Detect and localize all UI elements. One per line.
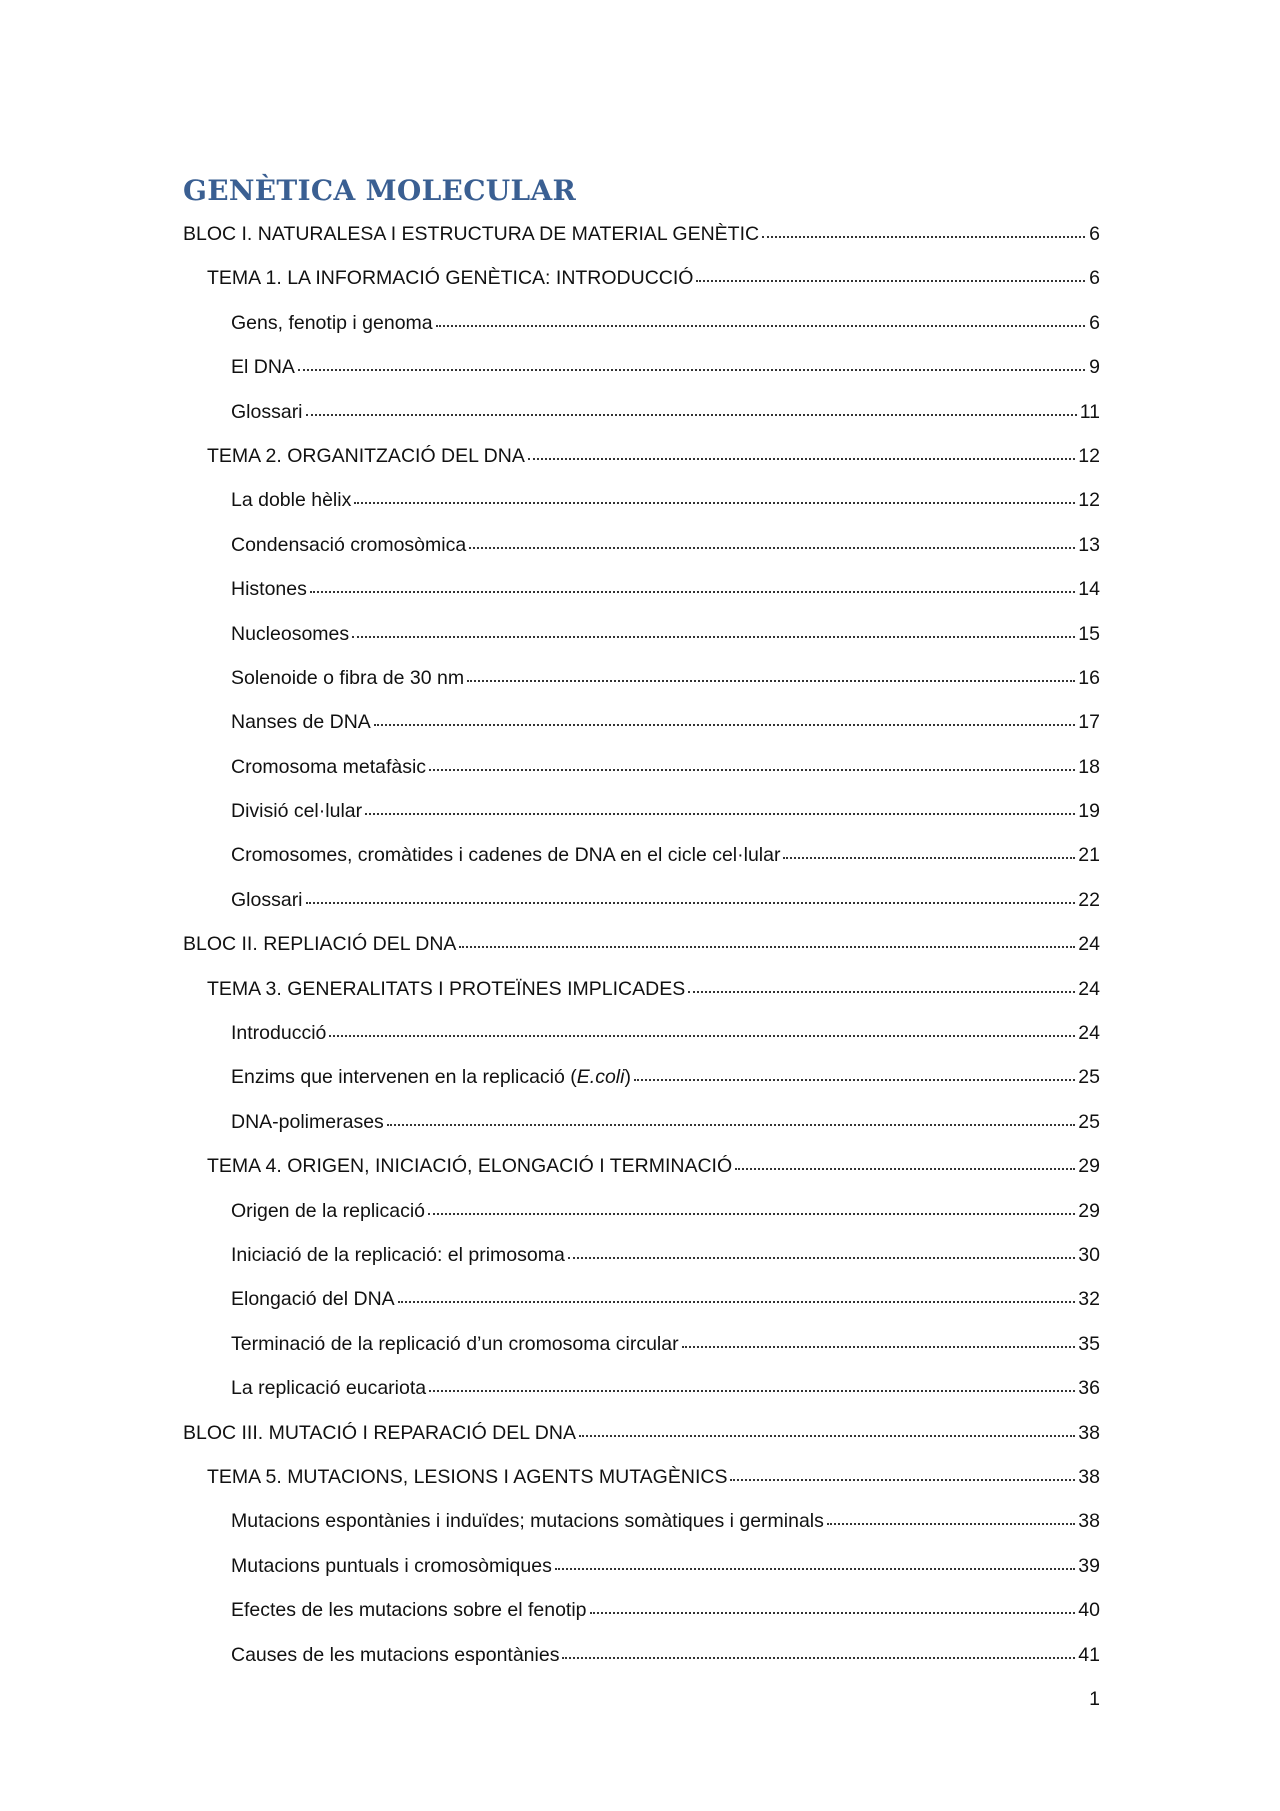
toc-entry-page: 24 bbox=[1078, 1022, 1100, 1045]
toc-entry-page: 25 bbox=[1078, 1066, 1100, 1089]
toc-entry-label: BLOC III. MUTACIÓ I REPARACIÓ DEL DNA bbox=[183, 1421, 576, 1444]
dot-leader bbox=[634, 1063, 1075, 1083]
toc-entry-label: Glossari bbox=[231, 888, 303, 911]
dot-leader bbox=[735, 1152, 1075, 1172]
toc-entry[interactable] bbox=[183, 1322, 1100, 1366]
toc-entry[interactable] bbox=[183, 1233, 1100, 1277]
toc-entry-label: TEMA 4. ORIGEN, INICIACIÓ, ELONGACIÓ I TERMINACIÓ bbox=[207, 1155, 733, 1178]
toc-entry-label: BLOC I. NATURALESA I ESTRUCTURA DE MATERIAL GENÈTIC bbox=[183, 223, 760, 245]
toc-entry-label: TEMA 2. ORGANITZACIÓ DEL DNA bbox=[207, 444, 525, 467]
dot-leader bbox=[568, 1241, 1075, 1261]
dot-leader bbox=[365, 797, 1075, 817]
toc-entry-page: 29 bbox=[1078, 1155, 1100, 1178]
toc-entry[interactable] bbox=[183, 656, 1100, 700]
dot-leader bbox=[827, 1507, 1075, 1527]
dot-leader bbox=[579, 1419, 1075, 1439]
toc-entry-page: 16 bbox=[1078, 666, 1100, 689]
toc-entry-label: Gens, fenotip i genoma bbox=[231, 311, 433, 334]
dot-leader bbox=[467, 664, 1075, 684]
dot-leader bbox=[682, 1330, 1076, 1350]
toc-entry-page: 38 bbox=[1078, 1465, 1100, 1488]
toc-entry[interactable] bbox=[183, 1633, 1100, 1677]
toc-entry[interactable] bbox=[183, 1499, 1100, 1543]
toc-entry-label: BLOC II. REPLIACIÓ DEL DNA bbox=[183, 933, 457, 956]
dot-leader bbox=[762, 220, 1085, 240]
toc-entry-label: Nanses de DNA bbox=[231, 711, 371, 734]
toc-entry-page: 24 bbox=[1078, 933, 1100, 956]
dot-leader bbox=[374, 708, 1075, 728]
dot-leader bbox=[387, 1108, 1076, 1128]
toc-entry[interactable] bbox=[183, 922, 1100, 966]
toc-entry-label: Terminació de la replicació d’un cromosoma circular bbox=[231, 1332, 679, 1355]
dot-leader bbox=[428, 1197, 1075, 1217]
document-title: GENÈTICA MOLECULAR bbox=[183, 174, 577, 207]
toc-entry[interactable] bbox=[183, 745, 1100, 789]
toc-entry-page: 24 bbox=[1078, 977, 1100, 1000]
toc-entry[interactable] bbox=[183, 212, 1100, 256]
toc-entry[interactable] bbox=[183, 789, 1100, 833]
toc-entry-label: Mutacions puntuals i cromosòmiques bbox=[231, 1554, 552, 1577]
toc-entry-page: 38 bbox=[1078, 1421, 1100, 1444]
toc-entry-page: 11 bbox=[1079, 400, 1100, 423]
dot-leader bbox=[688, 975, 1075, 995]
dot-leader bbox=[555, 1552, 1075, 1572]
toc-entry[interactable] bbox=[183, 1055, 1100, 1099]
toc-entry-page: 12 bbox=[1078, 489, 1100, 512]
toc-entry-label: La replicació eucariota bbox=[231, 1377, 427, 1400]
toc-entry-page: 38 bbox=[1078, 1510, 1100, 1533]
toc-entry-page: 35 bbox=[1078, 1332, 1100, 1355]
toc-entry-label: Nucleosomes bbox=[231, 622, 350, 645]
dot-leader bbox=[354, 486, 1075, 506]
toc-entry-label: Origen de la replicació bbox=[231, 1199, 426, 1222]
page-number: 1 bbox=[1089, 1688, 1100, 1710]
toc-entry[interactable] bbox=[183, 1189, 1100, 1233]
toc-entry-page: 6 bbox=[1089, 223, 1100, 245]
toc-entry-label: Mutacions espontànies i induïdes; mutacions somàtiques i germinals bbox=[231, 1510, 824, 1533]
toc-entry[interactable] bbox=[183, 967, 1100, 1011]
toc-entry-label: Cromosoma metafàsic bbox=[231, 755, 427, 778]
toc-entry-label: Introducció bbox=[231, 1022, 327, 1045]
toc-entry[interactable] bbox=[183, 434, 1100, 478]
toc-entry[interactable] bbox=[183, 833, 1100, 877]
toc-entry-page: 15 bbox=[1078, 622, 1100, 645]
toc-entry-label: El DNA bbox=[231, 356, 295, 379]
dot-leader bbox=[459, 930, 1075, 950]
dot-leader bbox=[436, 309, 1085, 329]
toc-entry[interactable] bbox=[183, 523, 1100, 567]
toc-entry[interactable] bbox=[183, 878, 1100, 922]
toc-entry-label: TEMA 5. MUTACIONS, LESIONS I AGENTS MUTAGÈNICS bbox=[207, 1465, 728, 1488]
toc-entry-page: 12 bbox=[1078, 444, 1100, 467]
toc-entry-label: Cromosomes, cromàtides i cadenes de DNA en el cicle cel·lular bbox=[231, 844, 781, 867]
toc-entry-page: 41 bbox=[1078, 1643, 1100, 1666]
toc-entry[interactable] bbox=[183, 612, 1100, 656]
toc-entry-label: Elongació del DNA bbox=[231, 1288, 395, 1311]
toc-entry-page: 29 bbox=[1078, 1199, 1100, 1222]
dot-leader bbox=[298, 353, 1085, 373]
toc-entry-label: Condensació cromosòmica bbox=[231, 533, 467, 556]
toc-entry[interactable] bbox=[183, 1366, 1100, 1410]
toc-entry-page: 9 bbox=[1089, 356, 1100, 379]
toc-entry[interactable] bbox=[183, 700, 1100, 744]
toc-entry-label: La doble hèlix bbox=[231, 489, 352, 512]
toc-entry[interactable] bbox=[183, 478, 1100, 522]
toc-entry-page: 14 bbox=[1078, 578, 1100, 601]
dot-leader bbox=[562, 1641, 1075, 1661]
dot-leader bbox=[783, 841, 1075, 861]
toc-entry[interactable] bbox=[183, 1544, 1100, 1588]
dot-leader bbox=[429, 1374, 1075, 1394]
toc-entry[interactable] bbox=[183, 1277, 1100, 1321]
dot-leader bbox=[306, 886, 1076, 906]
toc-entry-page: 32 bbox=[1078, 1288, 1100, 1311]
toc-entry-page: 25 bbox=[1078, 1110, 1100, 1133]
toc-entry-label: Histones bbox=[231, 578, 307, 601]
toc-entry-page: 39 bbox=[1078, 1554, 1100, 1577]
toc-entry-label: TEMA 1. LA INFORMACIÓ GENÈTICA: INTRODUCCIÓ bbox=[207, 267, 694, 290]
dot-leader bbox=[696, 264, 1085, 284]
toc-entry-label: Efectes de les mutacions sobre el fenotip bbox=[231, 1599, 587, 1622]
toc-entry-page: 6 bbox=[1089, 267, 1100, 290]
toc-entry-page: 36 bbox=[1078, 1377, 1100, 1400]
toc-entry[interactable] bbox=[183, 256, 1100, 300]
toc-entry[interactable] bbox=[183, 1100, 1100, 1144]
toc-entry[interactable] bbox=[183, 1011, 1100, 1055]
toc-entry-label: Enzims que intervenen en la replicació (E.coli) bbox=[231, 1066, 631, 1089]
dot-leader bbox=[429, 753, 1075, 773]
toc-entry-label: Solenoide o fibra de 30 nm bbox=[231, 666, 465, 689]
toc-entry[interactable] bbox=[183, 390, 1100, 434]
toc-entry-label: Divisió cel·lular bbox=[231, 800, 363, 823]
toc-entry-page: 17 bbox=[1078, 711, 1100, 734]
toc-entry-page: 19 bbox=[1078, 800, 1100, 823]
toc-entry-page: 13 bbox=[1078, 533, 1100, 556]
toc-entry[interactable] bbox=[183, 345, 1100, 389]
dot-leader bbox=[590, 1596, 1076, 1616]
dot-leader bbox=[528, 442, 1075, 462]
dot-leader bbox=[306, 398, 1077, 418]
toc-entry-page: 18 bbox=[1078, 755, 1100, 778]
toc-entry-label: Iniciació de la replicació: el primosoma bbox=[231, 1243, 565, 1266]
toc-entry-page: 21 bbox=[1078, 844, 1100, 867]
toc-entry[interactable] bbox=[183, 1144, 1100, 1188]
toc-entry[interactable] bbox=[183, 1411, 1100, 1455]
toc-entry-page: 22 bbox=[1078, 888, 1100, 911]
toc-entry[interactable] bbox=[183, 567, 1100, 611]
toc-entry[interactable] bbox=[183, 1588, 1100, 1632]
toc-entry-label: TEMA 3. GENERALITATS I PROTEÏNES IMPLICADES bbox=[207, 977, 686, 1000]
dot-leader bbox=[469, 531, 1075, 551]
toc-entry-page: 40 bbox=[1078, 1599, 1100, 1622]
toc-entry[interactable] bbox=[183, 1455, 1100, 1499]
dot-leader bbox=[329, 1019, 1075, 1039]
dot-leader bbox=[310, 575, 1075, 595]
toc-entry-page: 30 bbox=[1078, 1243, 1100, 1266]
dot-leader bbox=[352, 620, 1075, 640]
toc-entry-page: 6 bbox=[1089, 311, 1100, 334]
toc-entry[interactable] bbox=[183, 301, 1100, 345]
toc-entry-label: Causes de les mutacions espontànies bbox=[231, 1643, 560, 1666]
dot-leader bbox=[398, 1285, 1076, 1305]
table-of-contents bbox=[183, 212, 1100, 1677]
toc-entry-label: Glossari bbox=[231, 400, 303, 423]
dot-leader bbox=[730, 1463, 1075, 1483]
toc-entry-label: DNA-polimerases bbox=[231, 1110, 384, 1133]
